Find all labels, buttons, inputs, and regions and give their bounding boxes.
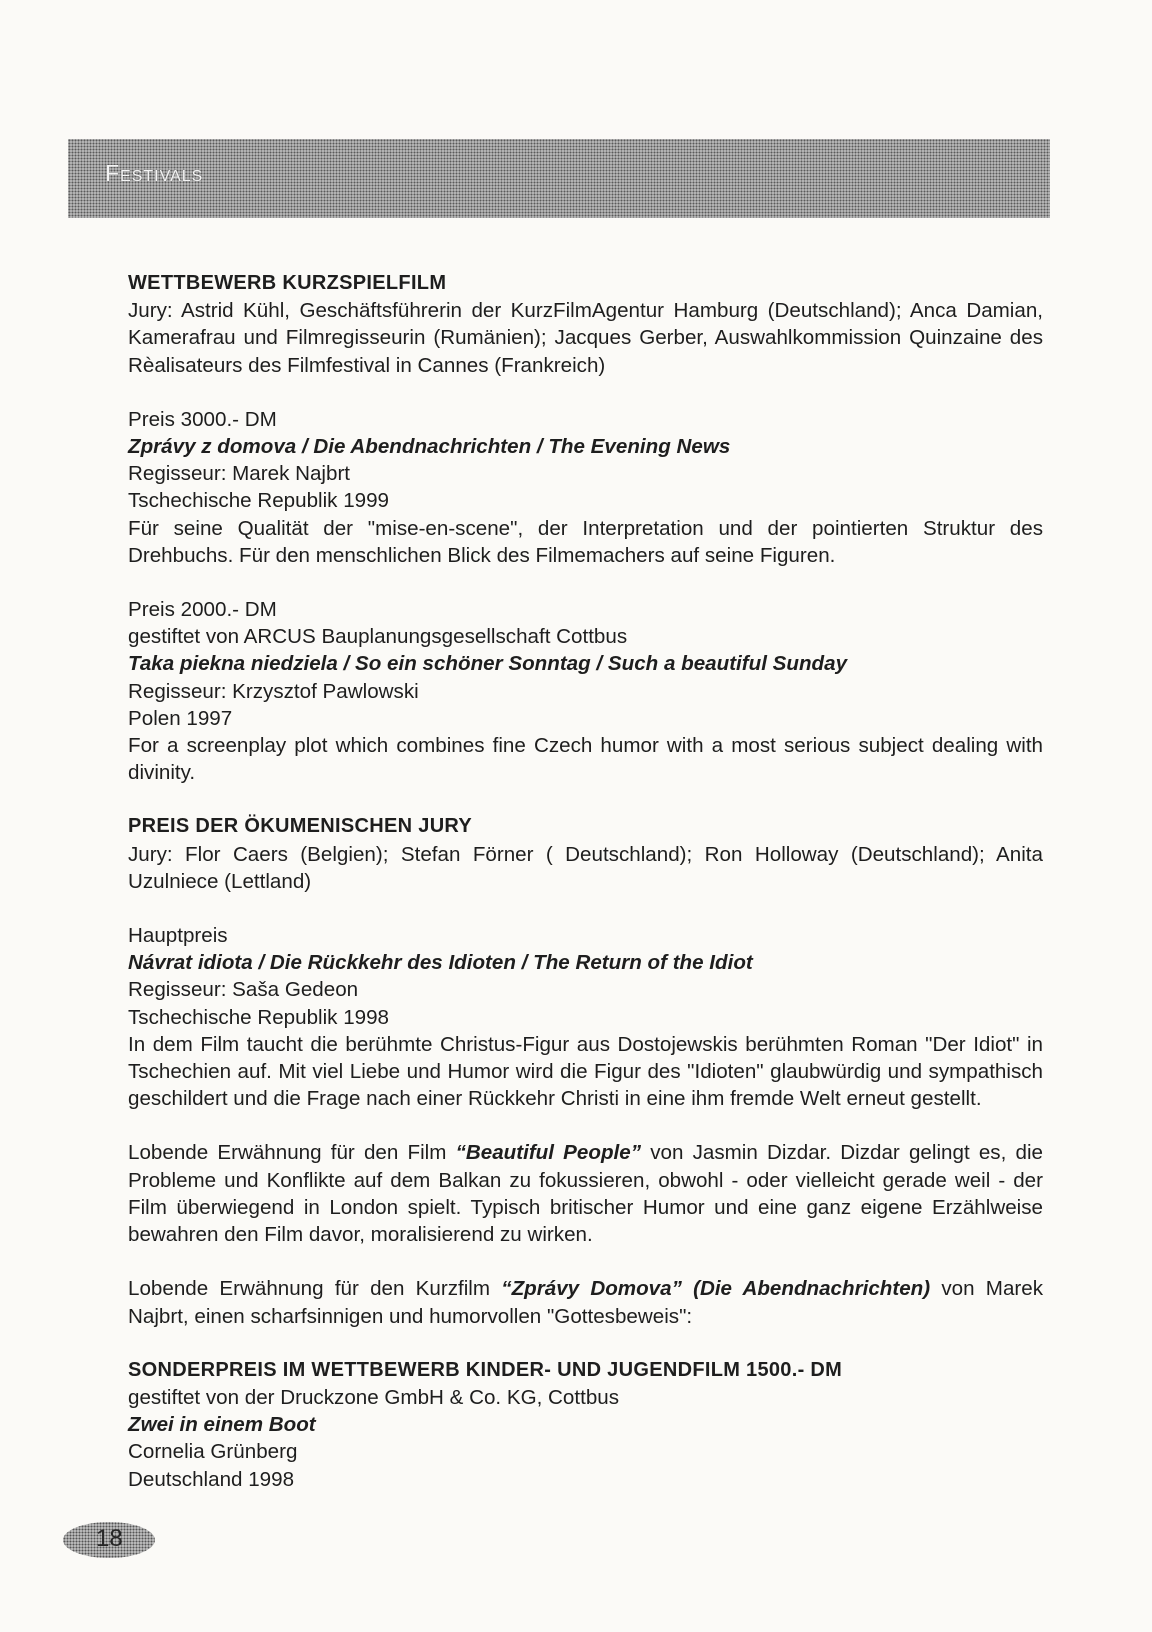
prize1-label: Preis 3000.- DM [128, 407, 277, 431]
prize2-film-title: Taka piekna niedziela / So ein schöner Sonntag / Such a beautiful Sunday [128, 652, 848, 676]
prize2-label: Preis 2000.- DM [128, 598, 277, 622]
prize1-director: Regisseur: Marek Najbrt [128, 462, 351, 486]
kurzspielfilm-heading: WETTBEWERB KURZSPIELFILM [128, 272, 447, 294]
prize2-sponsor: gestiftet von ARCUS Bauplanungsgesellschaft Cottbus [128, 625, 628, 649]
mention2-paragraph [128, 1275, 1043, 1329]
page-content [128, 270, 1043, 1493]
page-number: 18 [96, 1525, 123, 1552]
prize2-director: Regisseur: Krzysztof Pawlowski [128, 679, 419, 703]
sonderpreis-sponsor: gestiftet von der Druckzone GmbH & Co. KG, Cottbus [128, 1385, 620, 1409]
prize1-country-year: Tschechische Republik 1999 [128, 489, 390, 513]
mention2-film-title: “Zprávy Domova” (Die Abendnachrichten) [501, 1277, 931, 1301]
sonderpreis-country-year: Deutschland 1998 [128, 1467, 295, 1491]
main-prize-label: Hauptpreis [128, 924, 228, 948]
sonderpreis-film-title: Zwei in einem Boot [128, 1413, 316, 1437]
sonderpreis-heading: SONDERPREIS IM WETTBEWERB KINDER- UND JUGENDFILM 1500.- DM [128, 1358, 843, 1381]
mention2-text-after: von Marek Najbrt, einen scharfsinnigen und humorvollen "Gottesbeweis": [128, 1277, 1044, 1328]
prize1-film-title: Zprávy z domova / Die Abendnachrichten / The Evening News [128, 435, 731, 459]
main-prize-director: Regisseur: Saša Gedeon [128, 978, 359, 1002]
prize2-statement: For a screenplay plot which combines fine Czech humor with a most serious subject dealing with divinity. [128, 734, 1043, 785]
oekumenisch-jury: Jury: Flor Caers (Belgien); Stefan Förner ( Deutschland); Ron Holloway (Deutschland); Anita Uzulniece (Lettland) [128, 842, 1043, 893]
mention2-text-before: Lobende Erwähnung für den Kurzfilm [128, 1277, 502, 1301]
main-prize-country-year: Tschechische Republik 1998 [128, 1005, 390, 1029]
main-prize-film-title: Návrat idiota / Die Rückkehr des Idioten / The Return of the Idiot [128, 951, 753, 975]
mention1-text-before: Lobende Erwähnung für den Film [128, 1141, 456, 1165]
mention1-text-after: von Jasmin Dizdar. Dizdar gelingt es, die Probleme und Konflikte auf dem Balkan zu fokussieren, obwohl - oder vielleicht gerade weil - der Film überwiegend in London spielt. Typisch britischer Humor und eine ganz eigene Erzählweise bewahren den Film davor, moralisierend zu wirken. [128, 1141, 1043, 1247]
section-title: Festivals [105, 160, 204, 186]
prize1-statement: Für seine Qualität der "mise-en-scene", der Interpretation und der pointierten Struktur des Drehbuchs. Für den menschlichen Blick des Filmemachers auf seine Figuren. [128, 516, 1043, 567]
oekumenisch-heading: PREIS DER ÖKUMENISCHEN JURY [128, 815, 473, 838]
section-header-band [68, 139, 1050, 218]
prize2-country-year: Polen 1997 [128, 706, 233, 730]
mention1-film-title: “Beautiful People” [455, 1141, 641, 1165]
main-prize-statement: In dem Film taucht die berühmte Christus-Figur aus Dostojewskis berühmten Roman "Der Idiot" in Tschechien auf. Mit viel Liebe und Humor wird die Figur des "Idioten" glaubwürdig und sympathisch geschildert und die Frage nach einer Rückkehr Christi in eine ihm fremde Welt erneut gestellt. [128, 1032, 1043, 1111]
mention1-paragraph [128, 1139, 1043, 1248]
kurzspielfilm-jury: Jury: Astrid Kühl, Geschäftsführerin der KurzFilmAgentur Hamburg (Deutschland); Anca Damian, Kamerafrau und Filmregisseurin (Rumänien); Jacques Gerber, Auswahlkommission Quinzaine des Rèalisateurs des Filmfestival in Cannes (Frankreich) [128, 299, 1043, 377]
sonderpreis-director: Cornelia Grünberg [128, 1440, 298, 1464]
